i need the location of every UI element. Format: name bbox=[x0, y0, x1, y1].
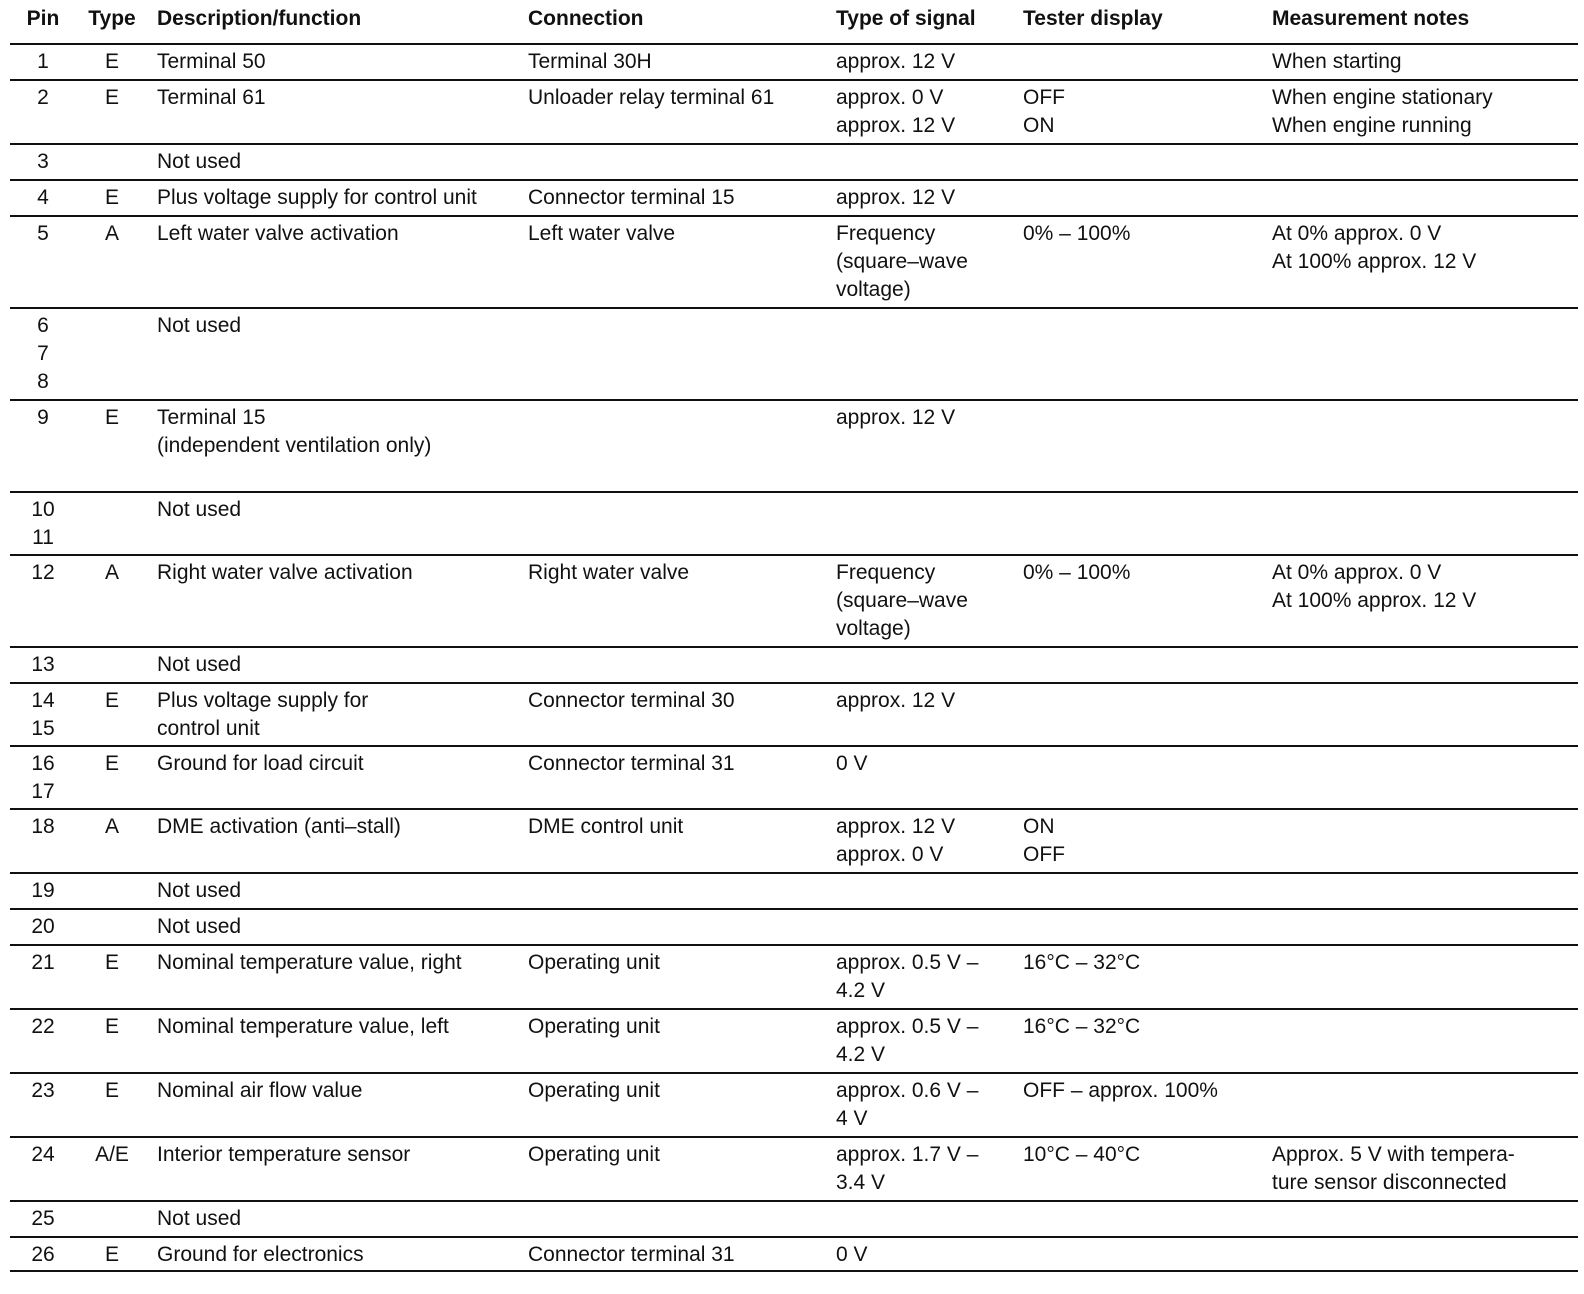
description-cell: Plus voltage supply for control unit bbox=[157, 186, 477, 209]
type-cell: E bbox=[104, 86, 119, 109]
signal-cell: 0 V bbox=[836, 752, 868, 775]
table-body bbox=[10, 43, 1578, 1272]
description-cell: Left water valve activation bbox=[157, 222, 399, 245]
type-cell: E bbox=[104, 951, 119, 974]
table-row bbox=[10, 307, 1578, 399]
connection-cell: Operating unit bbox=[528, 1079, 660, 1102]
type-cell: A bbox=[104, 222, 119, 245]
signal-cell: 0 V bbox=[836, 1243, 868, 1266]
signal-cell: approx. 0.6 V – 4 V bbox=[836, 1079, 979, 1130]
header-type: Type bbox=[88, 7, 136, 30]
pin-assignment-table bbox=[10, 0, 1578, 1272]
description-cell: Ground for load circuit bbox=[157, 752, 364, 775]
connection-cell: Operating unit bbox=[528, 1015, 660, 1038]
pin-cell: 4 bbox=[37, 186, 49, 209]
signal-cell: approx. 12 V bbox=[836, 406, 956, 429]
table-row bbox=[10, 1236, 1578, 1272]
description-cell: Not used bbox=[157, 498, 242, 521]
signal-cell: approx. 1.7 V – 3.4 V bbox=[836, 1143, 979, 1194]
pin-cell: 12 bbox=[31, 561, 55, 584]
pin-cell: 19 bbox=[31, 879, 55, 902]
connection-cell: Connector terminal 15 bbox=[528, 186, 735, 209]
table-row bbox=[10, 79, 1578, 143]
table-row bbox=[10, 1008, 1578, 1072]
pin-cell: 14 15 bbox=[31, 689, 55, 740]
description-cell: Terminal 50 bbox=[157, 50, 266, 73]
table-row bbox=[10, 179, 1578, 215]
table-header bbox=[10, 0, 1578, 43]
table-row bbox=[10, 682, 1578, 745]
connection-cell: Unloader relay terminal 61 bbox=[528, 86, 775, 109]
tester-display-cell: 0% – 100% bbox=[1023, 222, 1131, 245]
description-cell: Nominal temperature value, right bbox=[157, 951, 462, 974]
type-cell: A bbox=[104, 815, 119, 838]
connection-cell: Connector terminal 31 bbox=[528, 752, 735, 775]
description-cell: Not used bbox=[157, 1207, 242, 1230]
description-cell: Right water valve activation bbox=[157, 561, 413, 584]
tester-display-cell: ON OFF bbox=[1023, 815, 1065, 866]
signal-cell: approx. 12 V approx. 0 V bbox=[836, 815, 956, 866]
table-row bbox=[10, 745, 1578, 808]
type-cell: E bbox=[104, 406, 119, 429]
signal-cell: approx. 0 V approx. 12 V bbox=[836, 86, 956, 137]
pin-cell: 3 bbox=[37, 150, 49, 173]
header-connection: Connection bbox=[528, 7, 644, 30]
description-cell: Terminal 15 (independent ventilation only) bbox=[157, 406, 432, 457]
type-cell: E bbox=[104, 689, 119, 712]
signal-cell: Frequency (square–wave voltage) bbox=[836, 561, 968, 640]
pin-cell: 24 bbox=[31, 1143, 55, 1166]
pin-cell: 5 bbox=[37, 222, 49, 245]
header-pin: Pin bbox=[26, 7, 60, 30]
table-row bbox=[10, 215, 1578, 307]
pin-cell: 25 bbox=[31, 1207, 55, 1230]
pin-cell: 20 bbox=[31, 915, 55, 938]
pin-cell: 26 bbox=[31, 1243, 55, 1266]
table-row bbox=[10, 872, 1578, 908]
pin-cell: 9 bbox=[37, 406, 49, 429]
connection-cell: Connector terminal 30 bbox=[528, 689, 735, 712]
description-cell: Plus voltage supply for control unit bbox=[157, 689, 369, 740]
signal-cell: approx. 12 V bbox=[836, 186, 956, 209]
description-cell: Ground for electronics bbox=[157, 1243, 364, 1266]
type-cell: E bbox=[104, 186, 119, 209]
connection-cell: Left water valve bbox=[528, 222, 676, 245]
connection-cell: Operating unit bbox=[528, 951, 660, 974]
table-row bbox=[10, 1136, 1578, 1200]
description-cell: Not used bbox=[157, 915, 242, 938]
pin-cell: 6 7 8 bbox=[37, 314, 49, 393]
table-row bbox=[10, 43, 1578, 79]
signal-cell: approx. 0.5 V – 4.2 V bbox=[836, 951, 979, 1002]
signal-cell: approx. 12 V bbox=[836, 689, 956, 712]
pin-cell: 21 bbox=[31, 951, 55, 974]
pin-cell: 2 bbox=[37, 86, 49, 109]
type-cell: A bbox=[104, 561, 119, 584]
pin-cell: 10 11 bbox=[31, 498, 55, 549]
header-signal: Type of signal bbox=[836, 7, 976, 30]
connection-cell: Connector terminal 31 bbox=[528, 1243, 735, 1266]
connection-cell: Operating unit bbox=[528, 1143, 660, 1166]
tester-display-cell: 0% – 100% bbox=[1023, 561, 1131, 584]
measurement-notes-cell: At 0% approx. 0 V At 100% approx. 12 V bbox=[1272, 222, 1477, 273]
table-row bbox=[10, 491, 1578, 554]
type-cell: E bbox=[104, 1015, 119, 1038]
pin-cell: 23 bbox=[31, 1079, 55, 1102]
tester-display-cell: 16°C – 32°C bbox=[1023, 1015, 1141, 1038]
tester-display-cell: 16°C – 32°C bbox=[1023, 951, 1141, 974]
connection-cell: DME control unit bbox=[528, 815, 684, 838]
type-cell: E bbox=[104, 1243, 119, 1266]
header-notes: Measurement notes bbox=[1272, 7, 1470, 30]
table-row bbox=[10, 554, 1578, 646]
type-cell: E bbox=[104, 752, 119, 775]
description-cell: Not used bbox=[157, 879, 242, 902]
table-row bbox=[10, 399, 1578, 491]
description-cell: Not used bbox=[157, 150, 242, 173]
description-cell: Not used bbox=[157, 314, 242, 337]
pin-cell: 22 bbox=[31, 1015, 55, 1038]
table-row bbox=[10, 646, 1578, 682]
pin-cell: 16 17 bbox=[31, 752, 55, 803]
measurement-notes-cell: Approx. 5 V with tempera- ture sensor disconnected bbox=[1272, 1143, 1515, 1194]
table-row bbox=[10, 808, 1578, 872]
connection-cell: Right water valve bbox=[528, 561, 690, 584]
signal-cell: approx. 12 V bbox=[836, 50, 956, 73]
measurement-notes-cell: When engine stationary When engine running bbox=[1272, 86, 1493, 137]
type-cell: E bbox=[104, 1079, 119, 1102]
tester-display-cell: OFF – approx. 100% bbox=[1023, 1079, 1218, 1102]
measurement-notes-cell: When starting bbox=[1272, 50, 1402, 73]
pin-cell: 1 bbox=[37, 50, 49, 73]
description-cell: Not used bbox=[157, 653, 242, 676]
pin-cell: 13 bbox=[31, 653, 55, 676]
table-row bbox=[10, 908, 1578, 944]
description-cell: Interior temperature sensor bbox=[157, 1143, 411, 1166]
description-cell: Nominal air flow value bbox=[157, 1079, 363, 1102]
tester-display-cell: 10°C – 40°C bbox=[1023, 1143, 1141, 1166]
table-row bbox=[10, 143, 1578, 179]
description-cell: Nominal temperature value, left bbox=[157, 1015, 449, 1038]
pin-cell: 18 bbox=[31, 815, 55, 838]
signal-cell: Frequency (square–wave voltage) bbox=[836, 222, 968, 301]
measurement-notes-cell: At 0% approx. 0 V At 100% approx. 12 V bbox=[1272, 561, 1477, 612]
signal-cell: approx. 0.5 V – 4.2 V bbox=[836, 1015, 979, 1066]
type-cell: E bbox=[104, 50, 119, 73]
table-row bbox=[10, 1072, 1578, 1136]
type-cell: A/E bbox=[95, 1143, 129, 1166]
table-row bbox=[10, 944, 1578, 1008]
description-cell: Terminal 61 bbox=[157, 86, 266, 109]
table-row bbox=[10, 1200, 1578, 1236]
tester-display-cell: OFF ON bbox=[1023, 86, 1065, 137]
connection-cell: Terminal 30H bbox=[528, 50, 652, 73]
description-cell: DME activation (anti–stall) bbox=[157, 815, 401, 838]
header-tester: Tester display bbox=[1023, 7, 1163, 30]
header-description: Description/function bbox=[157, 7, 362, 30]
